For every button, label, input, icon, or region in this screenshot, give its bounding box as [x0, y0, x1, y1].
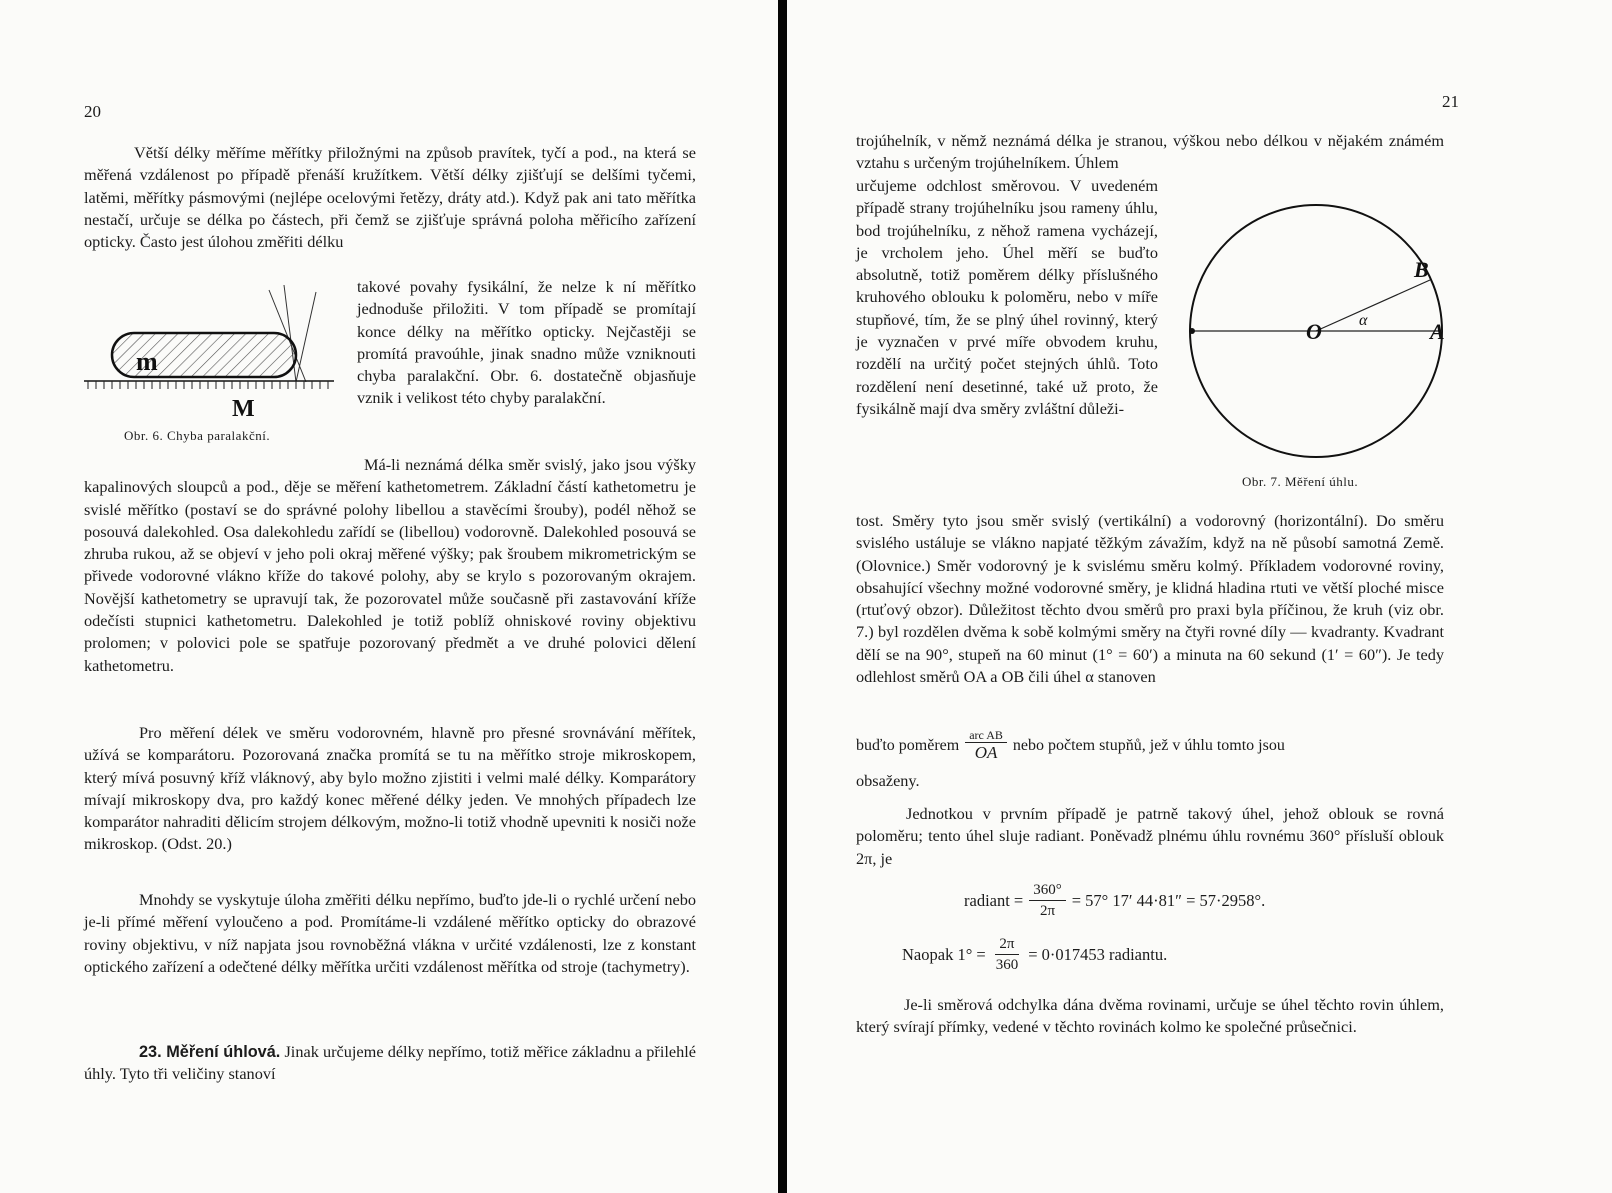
figure-7-label-O: O — [1306, 319, 1322, 344]
ratio-after: nebo počtem stupňů, jež v úhlu tomto jsou — [1012, 736, 1285, 754]
paragraph-r1-bottom: tost. Směry tyto jsou směr svislý (vertikální) a vodorovný (horizontální). Do směru svislého ustáluje se vlákno napjaté těžkým závažím, když na ně působí samotná Země. (Olovnice.) Směr vodorovný je k svislému směru kolmý. Příkladem vodorovné roviny, obsahující všechny možné vodorovné směry, je klidná hladina rtuti ve větší ploché misce (rtuťový obzor). Důležitost těchto dvou směrů pro praxi byla příčinou, že kruh (viz obr. 7.) byl rozdělen dvěma k sobě kolmými směry na čtyři rovné díly — kvadranty. Kvadrant dělí se na 90°, stupeň na 60 minut (1° = 60′) a minuta na 60 sekund (1′ = 60″). Je tedy odlehlost směrů OA a OB čili úhel α stanoven — [856, 511, 1444, 687]
page-number-right: 21 — [1442, 92, 1459, 111]
figure-7-circle-diagram — [1184, 195, 1454, 475]
figure-7-label-B: B — [1414, 257, 1429, 282]
formula2-lhs: Naopak 1° = — [902, 944, 986, 964]
paragraph-5: Mnohdy se vyskytuje úloha změřiti délku nepřímo, buďto jde-li o rychlé určení nebo je-li přímé měření vyloučeno a pod. Promítáme-li vzdálené měřítko opticky do obrazové roviny objektivu, v níž napjata jsou rovnoběžná vlákna v určité vzdálenosti, lze z konstant optického zařízení a odečtené délky měřítka určiti vzdálenost měřítka od stroje (tachymetry). — [84, 890, 696, 976]
formula-degree — [902, 934, 1167, 975]
formula2-denominator: 360 — [995, 957, 1019, 973]
ratio-numerator: arc AB — [965, 728, 1007, 743]
formula1-denominator: 2π — [1039, 903, 1056, 919]
figure-6-label-m: m — [136, 347, 158, 376]
paragraph-r3: Je-li směrová odchylka dána dvěma rovinami, určuje se úhel těchto rovin úhlem, který svírají přímky, vedené v těchto rovinách kolmo ke společné průsečnici. — [856, 995, 1444, 1037]
formula1-fraction — [1029, 880, 1066, 921]
section-text: Jinak určujeme délky nepřímo, totiž měřice základnu a přilehlé úhly. Tyto tři veličiny stanoví — [84, 1042, 697, 1084]
formula2-rhs: = 0·017453 radiantu. — [1028, 944, 1168, 964]
paragraph-r2: Jednotkou v prvním případě je patrně takový úhel, jehož oblouk se rovná poloměru; tento úhel sluje radiant. Poněvadž plnému úhlu rovnému 360° přísluší oblouk 2π, je — [856, 804, 1444, 868]
ratio-continuation: obsaženy. — [856, 771, 920, 790]
paragraph-2: takové povahy fysikální, že nelze k ní měřítko jednoduše přiložiti. V tom případě se promítají konce délky na měřítko opticky. Nejčastěji se promítá pravoúhle, jinak snadno může vzniknouti chyba paralakční. Obr. 6. dostatečně objasňuje vznik i velikost této chyby paralakční. — [357, 277, 696, 408]
paragraph-r1-left: určujeme odchlost směrovou. V uvedeném případě strany trojúhelníku jsou rameny úhlu, bod trojúhelníku, z něhož ramena vycházejí, je vrcholem jeho. Úhel měří se buďto absolutně, totiž poměrem délky příslušného kruhového oblouku k poloměru, nebo v míře stupňové, tím, že se plný úhel rovinný, který je vyznačen v prvé míře obvodem kruhu, rozdělí na určitý počet stejných úhlů. Toto rozdělení není desetinné, také už proto, že fysikálně mají dva směry zvláštní důleži- — [856, 176, 1158, 418]
figure-7-radius-OB — [1316, 280, 1430, 331]
page-number-left: 20 — [84, 102, 101, 121]
figure-7-label-A: A — [1430, 319, 1445, 344]
ratio-before: buďto poměrem — [856, 736, 960, 754]
formula1-rhs: = 57° 17′ 44·81″ = 57·2958°. — [1071, 890, 1266, 910]
formula-radiant — [964, 880, 1265, 921]
section-heading: 23. Měření úhlová. — [139, 1043, 281, 1061]
figure-7-caption: Obr. 7. Měření úhlu. — [1242, 474, 1359, 489]
figure-7-label-alpha: α — [1359, 312, 1368, 329]
paragraph-1: Větší délky měříme měřítky přiložnými na způsob pravítek, tyčí a pod., na která se měřená vzdálenost po případě přenáší kružítkem. Větší délky zjišťují se delšími tyčemi, latěmi, měřítky pásmovými (nejlépe ocelovými řetězy, dráty atd.). Když pak ani tato měřítka nestačí, určuje se délka po částech, při čemž se zjišťuje správná poloha měřicího zařízení opticky. Často jest úlohou změřiti délku — [84, 143, 696, 252]
formula1-numerator: 360° — [1029, 880, 1066, 901]
left-page — [0, 0, 780, 1193]
figure-6-caption: Obr. 6. Chyba paralakční. — [124, 428, 271, 443]
formula1-lhs: radiant = — [964, 890, 1024, 910]
figure-6-parallax-diagram — [84, 280, 346, 420]
formula2-fraction — [992, 934, 1023, 975]
paragraph-4: Pro měření délek ve směru vodorovném, hlavně pro přesné srovnávání měřítek, užívá se komparátoru. Pozorovaná značka promítá se tu na měřítko stroje mikroskopem, který mívá posuvný kříž vláknový, aby bylo možno zjistiti i velmi malé délky. Komparátory mívají mikroskopy dva, pro každý konec měřené délky jeden. Ve mnohých případech lze komparátor nahraditi dělicím strojem délkovým, možno-li totiž vhodně upevniti k nosiči nože mikroskop. (Odst. 20.) — [84, 723, 696, 854]
paragraph-3: Má-li neznámá délka směr svislý, jako jsou výšky kapalinových sloupců a pod., děje se měření kathetometrem. Základní částí kathetometru je svislé měřítko (postaví se do správné polohy libellou a stavěcími šrouby), podél něhož se posouvá dalekohled. Osa dalekohledu zařídí se (libellou) vodorovně. Dalekohled posouvá se zhruba rukou, až se objeví v jeho poli okraj měřené výšky; pak šroubem mikrometrickým se přivede vodorovné vlákno kříže do takové polohy, aby se krylo s pozorovaným okrajem. Novější kathetometry se upravují tak, že pozorovatel může současně při zastavování kříže odečísti stupnici kathetometru. Dalekohled je totiž poblíž ohniskové roviny objektivu prolomen; v polovici pole se spatřuje pozorovaný předmět a ve druhé polovici dělení kathetometru. — [84, 455, 696, 675]
ratio-line — [856, 728, 1444, 763]
ratio-denominator: OA — [974, 743, 998, 762]
right-page — [786, 0, 1612, 1193]
ratio-fraction — [965, 728, 1007, 763]
section-23 — [84, 1041, 696, 1086]
paragraph-r1-top: trojúhelník, v němž neznámá délka je stranou, výškou nebo délkou v nějakém známém vztahu s určeným trojúhelníkem. Úhlem — [856, 131, 1444, 173]
figure-6-label-M: M — [232, 396, 255, 420]
formula2-numerator: 2π — [995, 934, 1018, 955]
